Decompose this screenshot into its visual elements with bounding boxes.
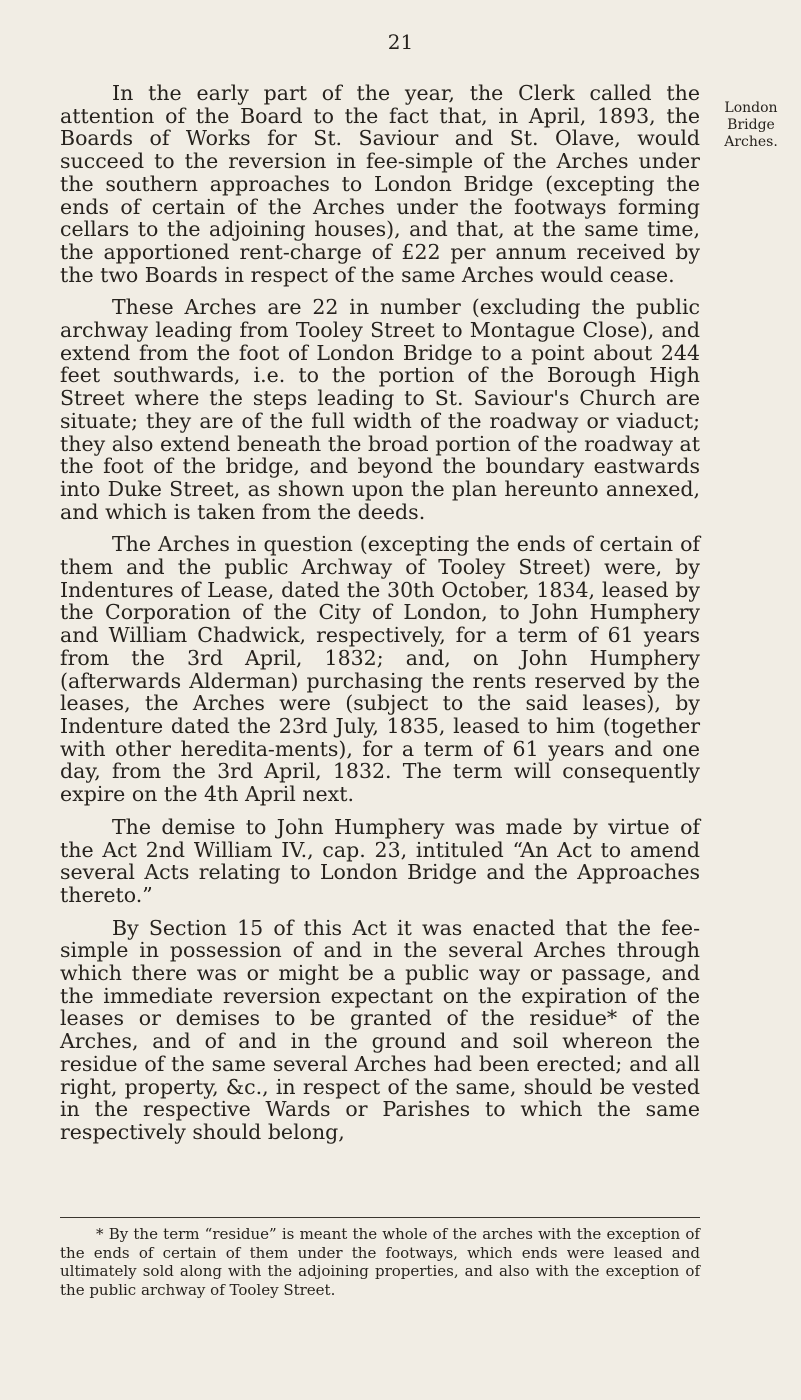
paragraph-2: These Arches are 22 in number (excluding the public archway leading from Tooley Street to Montague Close), and extend from the foot of London Bridge to a point about 244 feet southwards, i.e. to the portion of the Borough High Street where the steps leading to St. Saviour's Church are situate; they are of the full width of the roadway or viaduct; they also extend beneath the broad portion of the roadway at the foot of the bridge, and beyond the boundary eastwards into Duke Street, as shown upon the plan hereunto annexed, and which is taken from the deeds. [60, 295, 700, 524]
margin-note-line: Bridge [727, 117, 775, 133]
margin-note-line: Arches. [724, 134, 778, 150]
footnote-divider [60, 1217, 700, 1218]
margin-note [706, 100, 796, 151]
body-text [60, 82, 700, 1144]
paragraph-3: The Arches in question (excepting the ends of certain of them and the public Archway of Tooley Street) were, by Indentures of Lease, dated the 30th October, 1834, leased by the Corporation of the City of London, to John Humphery and William Chadwick, respectively, for a term of 61 years from the 3rd April, 1832; and, on John Humphery (afterwards Alderman) purchasing the rents reserved by the leases, the Arches were (subject to the said leases), by Indenture dated the 23rd July, 1835, leased to him (together with other heredita-ments), for a term of 61 years and one day, from the 3rd April, 1832. The term will consequently expire on the 4th April next. [60, 532, 700, 807]
paragraph-4: The demise to John Humphery was made by virtue of the Act 2nd William IV., cap. 23, intituled “An Act to amend several Acts relating to London Bridge and the Approaches thereto.” [60, 814, 700, 907]
footnote: * By the term “residue” is meant the whole of the arches with the exception of the ends of certain of them under the footways, which ends were leased and ultimately sold along with the adjoining properties, and also with the exception of the public archway of Tooley Street. [60, 1225, 700, 1299]
page-number: 21 [387, 30, 414, 54]
paragraph-5: By Section 15 of this Act it was enacted that the fee-simple in possession of and in the several Arches through which there was or might be a public way or passage, and the immediate reversion expectant on the expiration of the leases or demises to be granted of the residue* of the Arches, and of and in the ground and soil whereon the residue of the same several Arches had been erected; and all right, property, &c., in respect of the same, should be vested in the respective Wards or Parishes to which the same respectively should belong, [60, 915, 700, 1144]
paragraph-1: In the early part of the year, the Clerk called the attention of the Board to the fact that, in April, 1893, the Boards of Works for St. Saviour and St. Olave, would succeed to the reversion in fee-simple of the Arches under the southern approaches to London Bridge (excepting the ends of certain of the Arches under the footways forming cellars to the adjoining houses), and that, at the same time, the apportioned rent-charge of £22 per annum received by the two Boards in respect of the same Arches would cease. [60, 81, 700, 287]
margin-note-line: London [724, 100, 778, 116]
